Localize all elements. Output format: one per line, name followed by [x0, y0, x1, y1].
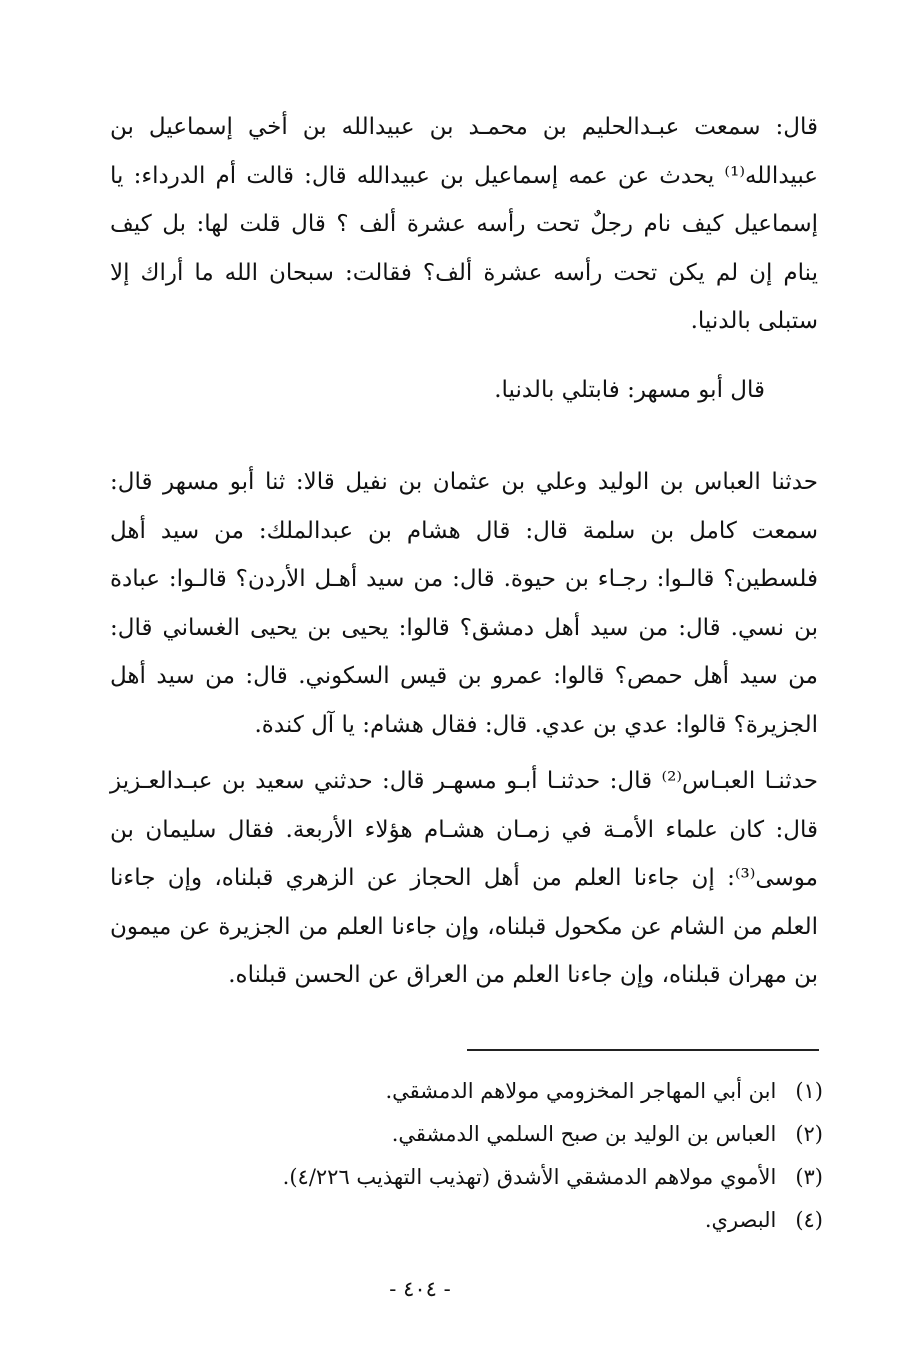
footnote-3: [223, 1156, 823, 1199]
footnote-text: البصري.: [704, 1208, 777, 1232]
footnote-number: (٢): [795, 1122, 823, 1146]
page-number: - ٤٠٤ -: [389, 1277, 451, 1301]
body-paragraph-1: قال: سمعت عبـدالحليم بن محمـد بن عبيدالله بن أخي إسماعيل بن عبيدالله⁽¹⁾ يحدث عن عمه إسماعيل بن عبيدالله قال: قالت أم الدرداء: يا إسماعيل كيف نام رجلٌ تحت رأسه عشرة ألف ؟ قال قلت لها: بل كيف ينام إن لم يكن تحت رأسه عشرة ألف؟ فقالت: سبحان الله ما أراك إلا ستبلى بالدنيا.: [110, 114, 818, 334]
footnotes-list: [223, 1070, 823, 1242]
body-paragraph-2: قال أبو مسهر: فابتلي بالدنيا.: [494, 377, 765, 403]
footnote-number: (٤): [795, 1208, 823, 1232]
footnote-4: [223, 1199, 823, 1242]
footnote-2: [223, 1113, 823, 1156]
footnote-text: الأموي مولاهم الدمشقي الأشدق (تهذيب التهذيب ٤/٢٢٦).: [282, 1165, 777, 1189]
footnote-number: (٣): [795, 1165, 823, 1189]
footnote-text: ابن أبي المهاجر المخزومي مولاهم الدمشقي.: [385, 1079, 777, 1103]
footnote-divider: [467, 1049, 819, 1051]
body-paragraph-4: حدثنـا العبـاس⁽²⁾ قال: حدثنـا أبـو مسهـر قال: حدثني سعيد بن عبـدالعـزيز قال: كان علماء الأمـة في زمـان هشـام هؤلاء الأربعة. فقال سليمان بن موسى⁽³⁾: إن جاءنا العلم من أهل الحجاز عن الزهري قبلناه، وإن جاءنا العلم من الشام عن مكحول قبلناه، وإن جاءنا العلم من الجزيرة عن ميمون بن مهران قبلناه، وإن جاءنا العلم من العراق عن الحسن قبلناه.: [110, 768, 818, 988]
footnote-number: (١): [795, 1079, 823, 1103]
footnote-1: [223, 1070, 823, 1113]
body-paragraph-3: حدثنا العباس بن الوليد وعلي بن عثمان بن نفيل قالا: ثنا أبو مسهر قال: سمعت كامل بن سلمة قال: قال هشام بن عبدالملك: من سيد أهل فلسطين؟ قالـوا: رجـاء بن حيوة. قال: من سيد أهـل الأردن؟ قالـوا: عبادة بن نسي. قال: من سيد أهل دمشق؟ قالوا: يحيى بن يحيى الغساني قال: من سيد أهل حمص؟ قالوا: عمرو بن قيس السكوني. قال: من سيد أهل الجزيرة؟ قالوا: عدي بن عدي. قال: فقال هشام: يا آل كندة.: [110, 469, 818, 738]
footnote-text: العباس بن الوليد بن صبح السلمي الدمشقي.: [391, 1122, 777, 1146]
